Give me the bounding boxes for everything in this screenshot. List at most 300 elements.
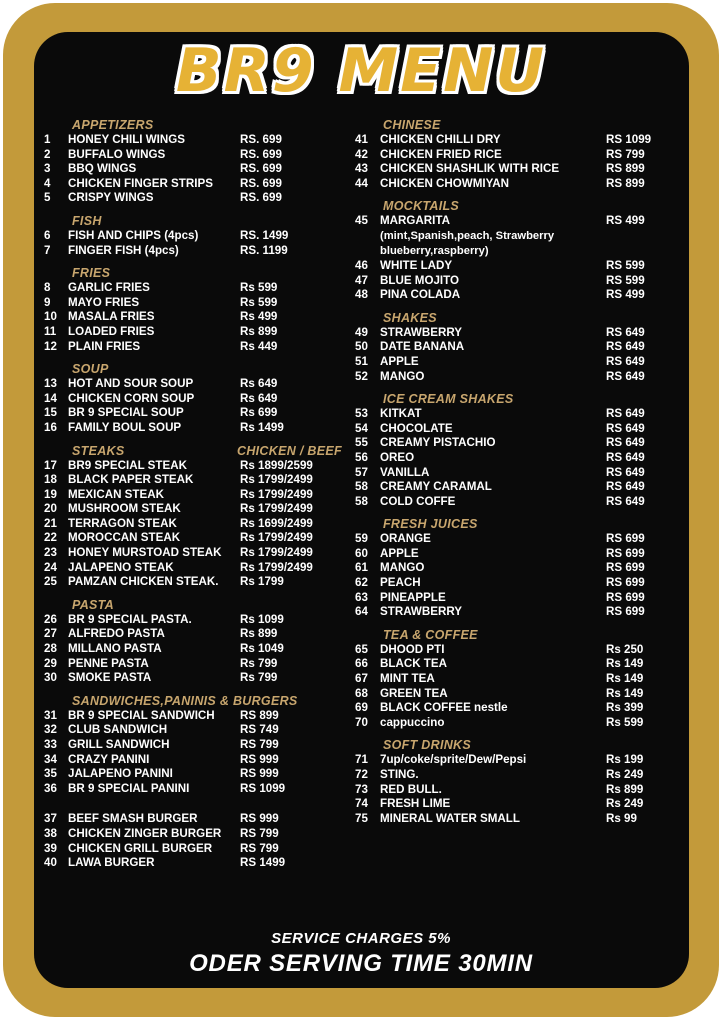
menu-item — [44, 642, 350, 657]
item-price: Rs 1799 — [240, 575, 284, 589]
menu-item — [355, 753, 673, 768]
item-price: RS 1499 — [240, 856, 286, 870]
right-column — [355, 118, 673, 834]
menu-item — [44, 325, 350, 340]
menu-section — [44, 804, 350, 870]
item-price: RS 799 — [240, 841, 279, 855]
item-price: RS 799 — [606, 147, 645, 161]
item-price: Rs 1049 — [240, 642, 284, 656]
item-price: RS 649 — [606, 436, 645, 450]
menu-section — [44, 444, 350, 590]
item-name: ORANGE — [380, 532, 431, 546]
item-number: 46 — [355, 258, 368, 272]
menu-item — [44, 627, 350, 642]
item-number: 33 — [44, 738, 57, 751]
item-price: RS 649 — [606, 407, 645, 421]
menu-item-description — [355, 229, 673, 244]
item-name: FISH AND CHIPS (4pcs) — [68, 228, 199, 242]
item-number: 8 — [44, 281, 51, 295]
item-number: 48 — [355, 288, 368, 302]
section-heading — [383, 628, 673, 643]
item-name: LAWA BURGER — [68, 856, 155, 870]
item-name: MINERAL WATER SMALL — [380, 811, 520, 825]
item-name: CHICKEN GRILL BURGER — [68, 841, 213, 855]
menu-item — [44, 738, 350, 753]
item-name: MARGARITA — [380, 214, 450, 228]
item-name: OREO — [380, 450, 415, 464]
menu-item — [44, 546, 350, 561]
item-number: 54 — [355, 421, 368, 435]
item-price: Rs 799 — [240, 656, 278, 670]
item-number: 13 — [44, 377, 57, 391]
menu-item — [355, 547, 673, 562]
item-name: DATE BANANA — [380, 340, 465, 354]
item-number: 40 — [44, 856, 57, 870]
item-number: 39 — [44, 841, 57, 855]
item-number: 27 — [44, 627, 57, 641]
item-price: RS. 699 — [240, 191, 282, 205]
item-number: 7 — [44, 243, 51, 257]
item-name: CHICKEN ZINGER BURGER — [68, 826, 222, 840]
item-number: 4 — [44, 176, 51, 190]
menu-item — [44, 310, 350, 325]
item-number: 43 — [355, 162, 368, 176]
item-name: JALAPENO STEAK — [68, 560, 174, 574]
menu-item-description — [355, 244, 673, 259]
menu-item — [44, 856, 350, 871]
menu-section — [44, 694, 350, 797]
menu-item — [44, 191, 350, 206]
item-price: RS 1099 — [606, 133, 652, 146]
item-name: SMOKE PASTA — [68, 671, 152, 685]
menu-item — [355, 148, 673, 163]
item-number: 18 — [44, 473, 57, 487]
item-number: 11 — [44, 324, 57, 338]
menu-item — [44, 517, 350, 532]
serving-time-note: ODER SERVING TIME 30MIN — [189, 950, 533, 977]
item-price: RS 499 — [606, 288, 645, 302]
item-name: DHOOD PTI — [380, 642, 445, 656]
item-name: BBQ WINGS — [68, 162, 137, 176]
item-name: 7up/coke/sprite/Dew/Pepsi — [380, 753, 527, 767]
menu-section — [355, 628, 673, 731]
item-price: RS 499 — [606, 214, 645, 228]
menu-item — [44, 177, 350, 192]
menu-item — [44, 244, 350, 259]
item-number: 63 — [355, 590, 368, 604]
item-number: 71 — [355, 753, 368, 767]
item-price: RS 649 — [606, 354, 645, 368]
item-price: RS 699 — [606, 561, 645, 575]
menu-item — [355, 436, 673, 451]
item-price: RS 599 — [606, 273, 645, 287]
item-price: Rs 799 — [240, 671, 278, 685]
item-price: RS 699 — [606, 576, 645, 590]
menu-item — [44, 723, 350, 738]
item-number: 65 — [355, 642, 368, 656]
item-name: TERRAGON STEAK — [68, 516, 177, 530]
item-price: RS 649 — [606, 465, 645, 479]
section-heading-label: PASTA — [72, 597, 115, 612]
menu-item — [44, 753, 350, 768]
item-number: 22 — [44, 531, 57, 545]
item-price: RS 699 — [606, 590, 645, 604]
item-number: 20 — [44, 502, 57, 516]
item-price: RS 799 — [240, 826, 279, 840]
item-name: MASALA FRIES — [68, 310, 155, 324]
menu-section — [44, 266, 350, 354]
item-price: Rs 149 — [606, 686, 644, 700]
menu-section — [355, 118, 673, 191]
item-name: BUFFALO WINGS — [68, 147, 166, 161]
item-name: VANILLA — [380, 465, 430, 479]
item-number: 38 — [44, 826, 57, 840]
item-price: RS 999 — [240, 812, 279, 826]
menu-item — [44, 613, 350, 628]
menu-item — [355, 687, 673, 702]
item-number: 6 — [44, 228, 51, 242]
menu-section — [44, 214, 350, 258]
item-price: Rs 250 — [606, 642, 644, 656]
section-heading — [383, 392, 673, 407]
item-number: 62 — [355, 576, 368, 590]
item-price: Rs 149 — [606, 657, 644, 671]
menu-item — [355, 561, 673, 576]
item-number: 23 — [44, 546, 57, 560]
item-price: Rs 249 — [606, 797, 644, 811]
item-name: PENNE PASTA — [68, 656, 149, 670]
item-price: RS 649 — [606, 494, 645, 508]
item-name: MAYO FRIES — [68, 295, 140, 309]
item-number: 28 — [44, 642, 57, 656]
menu-item — [355, 812, 673, 827]
item-name: GARLIC FRIES — [68, 281, 150, 295]
item-number: 31 — [44, 708, 57, 722]
item-price: RS 699 — [606, 605, 645, 619]
section-heading-label: SOFT DRINKS — [383, 738, 472, 753]
section-heading — [383, 517, 673, 532]
item-name: BLUE MOJITO — [380, 273, 460, 287]
item-name: JALAPENO PANINI — [68, 767, 173, 781]
menu-item — [355, 605, 673, 620]
menu-item — [355, 422, 673, 437]
item-number: 5 — [44, 191, 51, 205]
item-price: RS 649 — [606, 480, 645, 494]
section-heading-label: CHINESE — [383, 118, 441, 132]
menu-item — [355, 532, 673, 547]
item-number: 47 — [355, 273, 368, 287]
item-number: 68 — [355, 686, 368, 700]
menu-section — [355, 392, 673, 509]
menu-item — [355, 162, 673, 177]
section-heading-label: SANDWICHES,PANINIS & BURGERS — [72, 693, 298, 708]
menu-item — [355, 288, 673, 303]
menu-item — [44, 812, 350, 827]
menu-item — [44, 827, 350, 842]
item-number: 14 — [44, 391, 57, 405]
section-heading-label: SHAKES — [383, 310, 437, 325]
item-number: 41 — [355, 133, 368, 146]
item-price: RS 649 — [606, 325, 645, 339]
item-name: APPLE — [380, 354, 419, 368]
item-name: BLACK COFFEE nestle — [380, 701, 508, 715]
item-price: Rs 599 — [240, 281, 278, 295]
menu-item — [44, 767, 350, 782]
item-number: 59 — [355, 532, 368, 546]
item-name: CHICKEN FINGER STRIPS — [68, 176, 213, 190]
section-subheading: CHICKEN / BEEF — [237, 443, 342, 458]
item-price: Rs 1699/2499 — [240, 516, 313, 530]
item-number: 29 — [44, 656, 57, 670]
menu-item — [355, 451, 673, 466]
item-price: Rs 1799/2499 — [240, 487, 313, 501]
menu-item — [355, 716, 673, 731]
item-name: CHICKEN SHASHLIK WITH RICE — [380, 162, 560, 176]
menu-item — [44, 281, 350, 296]
item-number: 1 — [44, 133, 51, 146]
item-name: BR 9 SPECIAL PANINI — [68, 781, 190, 795]
item-number: 73 — [355, 782, 368, 796]
item-name: blueberry,raspberry) — [380, 244, 489, 257]
menu-item — [44, 392, 350, 407]
item-number: 44 — [355, 176, 368, 190]
item-name: CLUB SANDWICH — [68, 723, 168, 737]
left-column — [44, 118, 350, 879]
item-price: RS 749 — [240, 723, 279, 737]
menu-item — [44, 502, 350, 517]
item-name: FINGER FISH (4pcs) — [68, 243, 179, 257]
item-number: 60 — [355, 546, 368, 560]
item-price: Rs 1799/2499 — [240, 502, 313, 516]
menu-item — [355, 480, 673, 495]
menu-item — [355, 672, 673, 687]
item-name: GRILL SANDWICH — [68, 738, 170, 751]
item-number: 58 — [355, 480, 368, 494]
menu-section — [44, 118, 350, 206]
section-heading-label: FRESH JUICES — [383, 517, 478, 532]
menu-section — [355, 517, 673, 620]
menu-item — [44, 296, 350, 311]
section-heading — [72, 118, 350, 133]
item-number: 50 — [355, 340, 368, 354]
item-number: 36 — [44, 781, 57, 795]
item-name: STRAWBERRY — [380, 325, 463, 339]
item-price: Rs 1899/2599 — [240, 458, 313, 472]
item-number: 16 — [44, 420, 57, 434]
menu-item — [44, 459, 350, 474]
item-price: Rs 649 — [240, 391, 278, 405]
item-name: MINT TEA — [380, 672, 435, 686]
item-name: KITKAT — [380, 407, 422, 421]
item-number: 21 — [44, 516, 57, 530]
item-number: 3 — [44, 162, 51, 176]
item-price: Rs 99 — [606, 811, 637, 825]
menu-item — [44, 162, 350, 177]
item-price: RS. 1499 — [240, 228, 289, 242]
item-name: BR9 SPECIAL STEAK — [68, 458, 187, 472]
item-price: Rs 599 — [240, 295, 278, 309]
item-number: 12 — [44, 339, 57, 353]
item-name: PINA COLADA — [380, 288, 461, 302]
item-price: RS. 699 — [240, 176, 282, 190]
menu-item — [355, 340, 673, 355]
item-name: CHICKEN FRIED RICE — [380, 147, 502, 161]
menu-item — [355, 274, 673, 289]
service-charges-note: SERVICE CHARGES 5% — [271, 930, 451, 947]
item-number: 69 — [355, 701, 368, 715]
item-name: PINEAPPLE — [380, 590, 446, 604]
item-name: CHICKEN CHILLI DRY — [380, 133, 501, 146]
item-number: 19 — [44, 487, 57, 501]
menu-item — [355, 259, 673, 274]
section-heading — [383, 199, 673, 214]
item-price: RS 599 — [606, 258, 645, 272]
menu-item — [355, 643, 673, 658]
item-name: GREEN TEA — [380, 686, 448, 700]
item-number: 58 — [355, 494, 368, 508]
item-name: BR 9 SPECIAL PASTA. — [68, 612, 192, 626]
item-number: 72 — [355, 768, 368, 781]
item-price: RS 1099 — [240, 781, 286, 795]
item-name: MANGO — [380, 561, 425, 575]
item-price: Rs 1799/2499 — [240, 546, 313, 560]
item-price: RS. 699 — [240, 133, 282, 146]
item-name: HONEY CHILI WINGS — [68, 133, 186, 146]
item-price: Rs 149 — [606, 672, 644, 686]
menu-item — [355, 576, 673, 591]
section-heading — [383, 311, 673, 326]
section-heading — [72, 214, 350, 229]
item-name: COLD COFFE — [380, 494, 456, 508]
item-number: 15 — [44, 406, 57, 420]
item-number: 37 — [44, 812, 57, 826]
item-price: Rs 1799/2499 — [240, 560, 313, 574]
item-number: 66 — [355, 657, 368, 671]
menu-item — [44, 229, 350, 244]
item-name: CRAZY PANINI — [68, 752, 150, 766]
item-number: 2 — [44, 147, 51, 161]
item-price: Rs 899 — [240, 627, 278, 641]
menu-item — [44, 406, 350, 421]
section-spacer — [44, 804, 350, 812]
item-price: Rs 1099 — [240, 612, 284, 626]
item-number: 45 — [355, 214, 368, 228]
item-price: RS 649 — [606, 340, 645, 354]
section-heading — [72, 694, 350, 709]
menu-item — [355, 495, 673, 510]
menu-item — [44, 657, 350, 672]
menu-item — [44, 709, 350, 724]
item-number: 25 — [44, 575, 57, 589]
item-price: Rs 1799/2499 — [240, 473, 313, 487]
item-number: 52 — [355, 369, 368, 383]
item-name: ALFREDO PASTA — [68, 627, 165, 641]
section-heading-label: FRIES — [72, 266, 111, 281]
item-name: BEEF SMASH BURGER — [68, 812, 198, 826]
item-name: STING. — [380, 768, 419, 781]
section-heading-label: STEAKS — [72, 443, 125, 458]
menu-section — [44, 598, 350, 686]
item-number: 57 — [355, 465, 368, 479]
item-number: 34 — [44, 752, 57, 766]
item-name: cappuccino — [380, 715, 445, 729]
item-number: 61 — [355, 561, 368, 575]
item-name: MILLANO PASTA — [68, 642, 162, 656]
item-price: Rs 199 — [606, 753, 644, 767]
item-price: RS. 699 — [240, 147, 282, 161]
menu-item — [44, 421, 350, 436]
item-price: RS 999 — [240, 752, 279, 766]
item-price: Rs 499 — [240, 310, 278, 324]
menu-item — [44, 531, 350, 546]
item-name: CHICKEN CHOWMIYAN — [380, 176, 510, 190]
item-number: 30 — [44, 671, 57, 685]
section-heading — [72, 444, 350, 459]
item-name: FAMILY BOUL SOUP — [68, 420, 182, 434]
item-price: RS 899 — [240, 708, 279, 722]
section-heading-label: SOUP — [72, 362, 109, 377]
menu-item — [355, 214, 673, 229]
section-heading — [72, 362, 350, 377]
item-name: LOADED FRIES — [68, 324, 155, 338]
item-number: 56 — [355, 450, 368, 464]
menu-item — [355, 466, 673, 481]
section-heading — [383, 118, 673, 133]
item-price: RS 799 — [240, 738, 279, 751]
item-number: 26 — [44, 612, 57, 626]
menu-item — [44, 488, 350, 503]
section-heading-label: APPETIZERS — [72, 118, 154, 132]
item-price: Rs 599 — [606, 715, 644, 729]
item-name: CHOCOLATE — [380, 421, 453, 435]
menu-item — [355, 768, 673, 783]
menu-item — [355, 326, 673, 341]
item-number: 64 — [355, 605, 368, 619]
item-number: 70 — [355, 715, 368, 729]
menu-item — [355, 591, 673, 606]
section-heading — [383, 738, 673, 753]
item-price: Rs 899 — [240, 324, 278, 338]
menu-item — [44, 671, 350, 686]
menu-item — [355, 370, 673, 385]
item-name: PLAIN FRIES — [68, 339, 141, 353]
item-name: FRESH LIME — [380, 797, 451, 811]
item-price: RS 649 — [606, 421, 645, 435]
menu-item — [355, 177, 673, 192]
item-number: 35 — [44, 767, 57, 781]
item-name: MUSHROOM STEAK — [68, 502, 181, 516]
item-price: Rs 249 — [606, 768, 644, 781]
item-number: 74 — [355, 797, 368, 811]
item-price: Rs 399 — [606, 701, 644, 715]
item-price: Rs 899 — [606, 782, 644, 796]
section-heading — [72, 598, 350, 613]
item-name: CHICKEN CORN SOUP — [68, 391, 195, 405]
item-name: APPLE — [380, 546, 419, 560]
menu-item — [44, 575, 350, 590]
menu-item — [44, 561, 350, 576]
menu-item — [355, 701, 673, 716]
section-heading-label: FISH — [72, 213, 102, 228]
item-name: BR 9 SPECIAL SANDWICH — [68, 708, 215, 722]
item-number: 75 — [355, 811, 368, 825]
item-number: 42 — [355, 147, 368, 161]
menu-section — [355, 199, 673, 302]
item-name: HONEY MURSTOAD STEAK — [68, 546, 222, 560]
menu-item — [355, 797, 673, 812]
item-name: PEACH — [380, 576, 421, 590]
item-name: CREAMY CARAMAL — [380, 480, 492, 494]
